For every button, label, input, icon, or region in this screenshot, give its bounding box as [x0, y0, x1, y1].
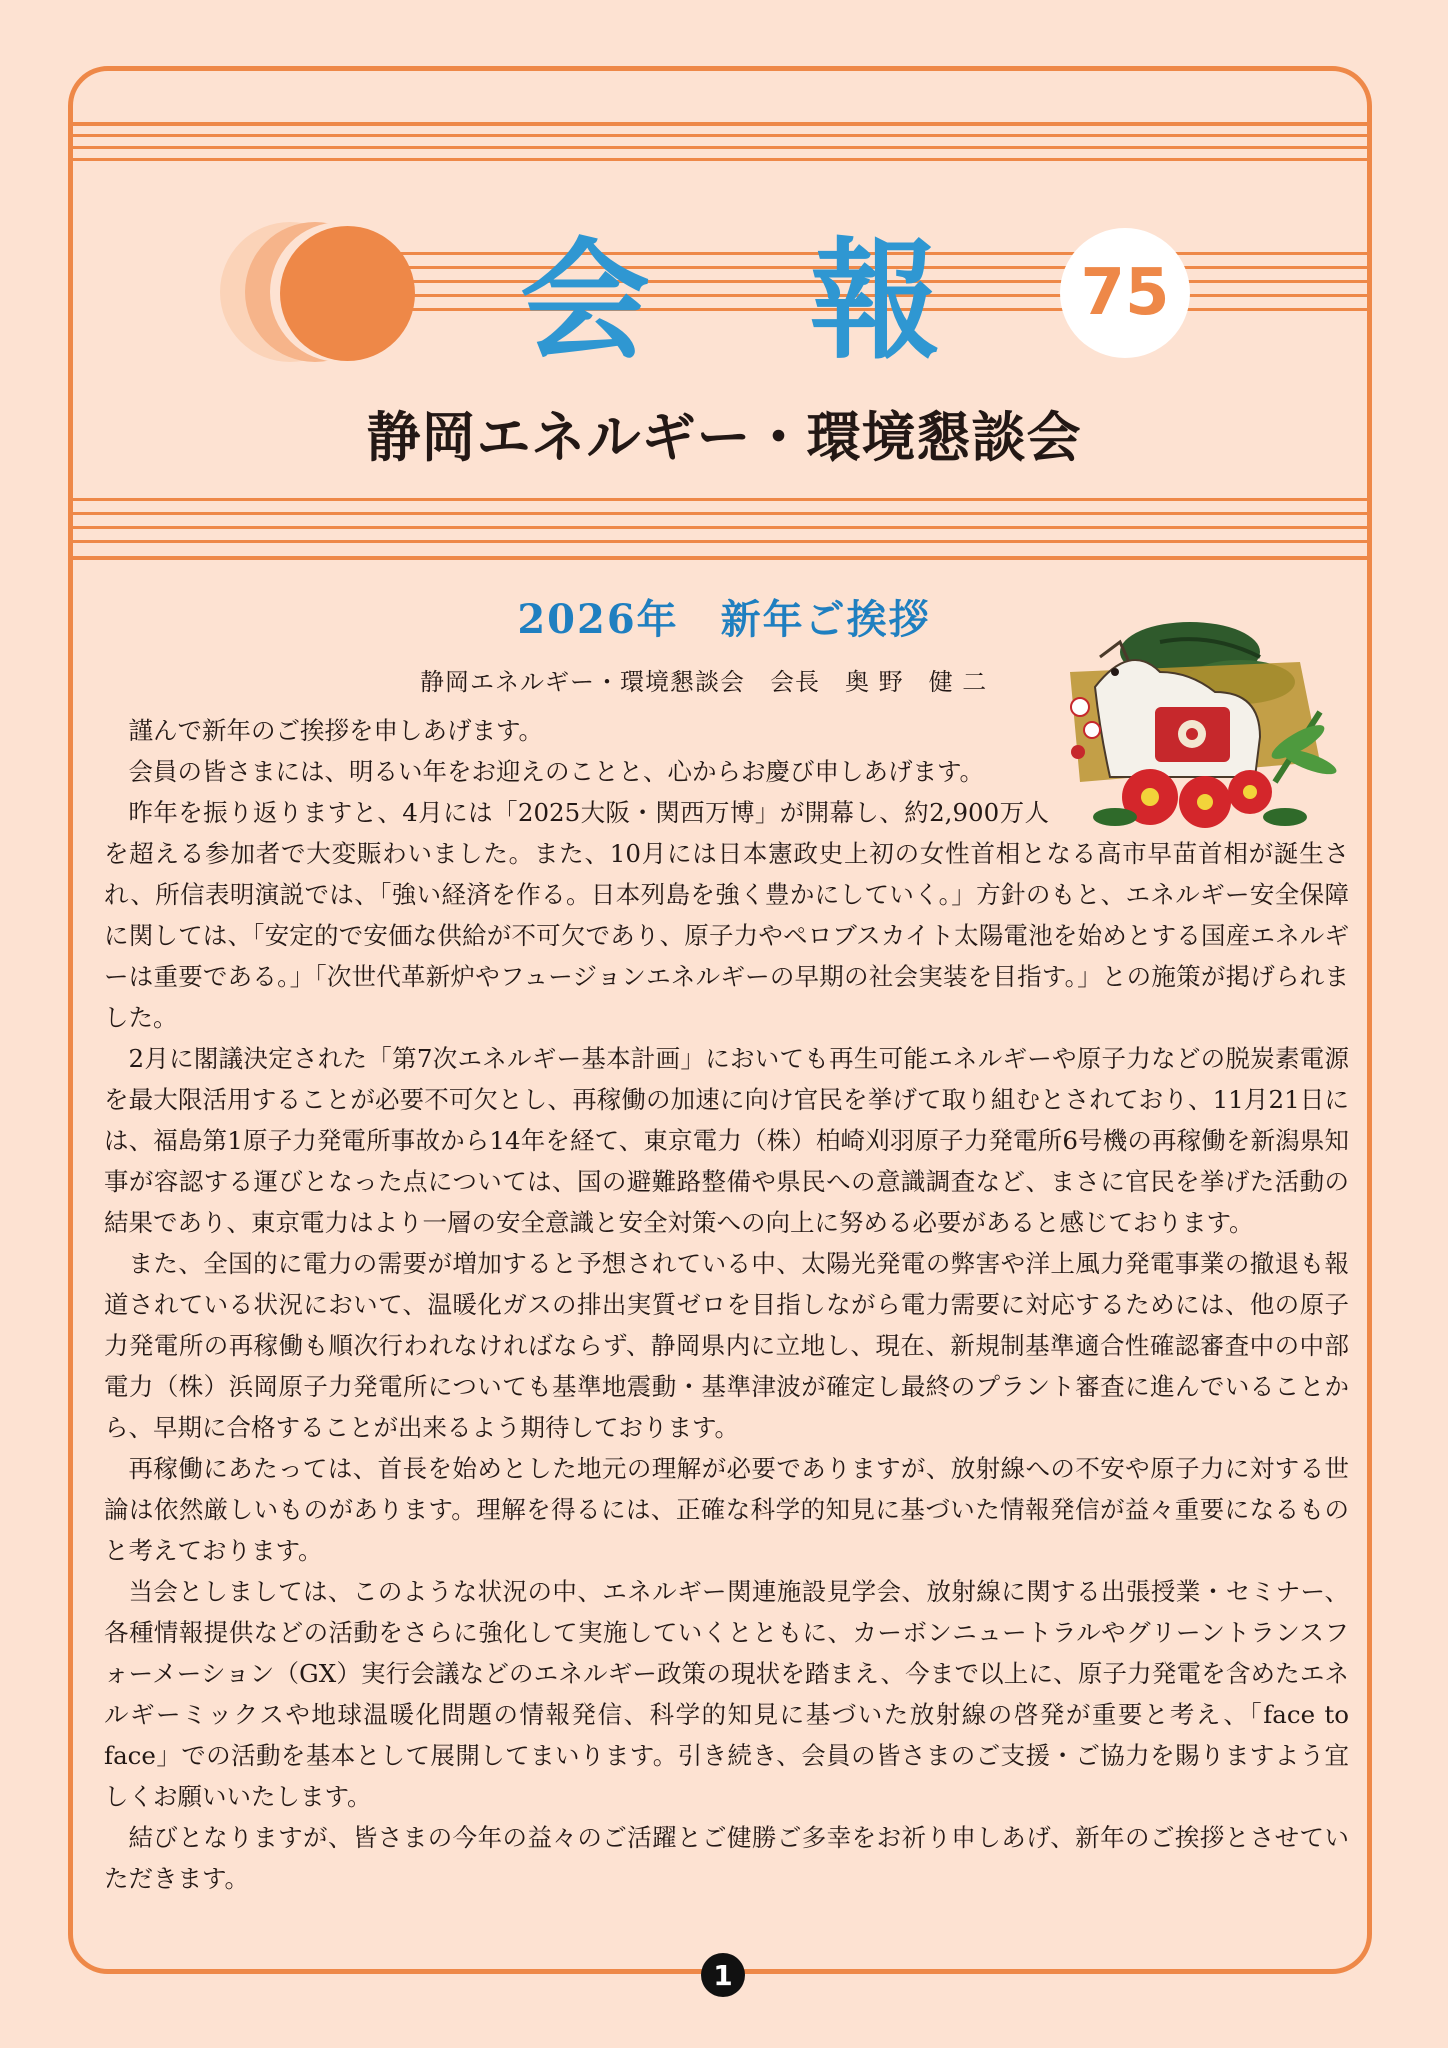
article-paragraph: また、全国的に電力の需要が増加すると予想されている中、太陽光発電の弊害や洋上風力発電事業の撤退も報道されている状況において、温暖化ガスの排出実質ゼロを目指しながら電力需要に対応するためには、他の原子力発電所の再稼働も順次行われなければならず、静岡県内に立地し、現在、新規制基準適合性確認審査中の中部電力（株）浜岡原子力発電所についても基準地震動・基準津波が確定し最終のプラント審査に進んでいることから、早期に合格することが出来るよう期待しております。 — [104, 1249, 1349, 1442]
header-rule — [73, 498, 1367, 501]
page-number: 1 — [701, 1953, 745, 1997]
header-rule — [73, 122, 1367, 126]
masthead-title-char: 報 — [809, 224, 940, 377]
header-rule — [73, 158, 1367, 161]
article-paragraph: 再稼働にあたっては、首長を始めとした地元の理解が必要でありますが、放射線への不安や原子力に対する世論は依然厳しいものがあります。理解を得るには、正確な科学的知見に基づいた情報発信が益々重要になるものと考えております。 — [104, 1454, 1349, 1565]
article-paragraph: 謹んで新年のご挨拶を申しあげます。 — [128, 716, 544, 745]
article-byline: 静岡エネルギー・環境懇談会 会長 奥 野 健 二 — [420, 668, 988, 696]
article-paragraph: 2月に閣議決定された「第7次エネルギー基本計画」においても再生可能エネルギーや原子力などの脱炭素電源を最大限活用することが必要不可欠とし、再稼働の加速に向け官民を挙げて取り組むとされており、11月21日には、福島第1原子力発電所事故から14年を経て、東京電力（株）柏崎刈羽原子力発電所6号機の再稼働を新潟県知事が容認する運びとなった点については、国の避難路整備や県民への意識調査など、まさに官民を挙げた活動の結果であり、東京電力はより一層の安全意識と安全対策への向上に努める必要があると感じております。 — [104, 1044, 1349, 1237]
header-rule — [73, 134, 1367, 137]
masthead-title-char: 会 — [520, 224, 651, 377]
masthead-title — [520, 210, 940, 377]
header-rule — [73, 540, 1367, 543]
article-title: 2026年 新年ご挨拶 — [517, 596, 931, 643]
issue-number-badge: 75 — [1060, 228, 1190, 358]
header-rule — [73, 556, 1367, 560]
article-body — [104, 710, 1349, 1899]
article-paragraph: 結びとなりますが、皆さまの今年の益々のご活躍とご健勝ご多幸をお祈り申しあげ、新年のご挨拶とさせていただきます。 — [104, 1823, 1349, 1893]
article-paragraph: 会員の皆さまには、明るい年をお迎えのことと、心からお慶び申しあげます。 — [128, 757, 985, 786]
header-rule — [73, 526, 1367, 529]
organization-name: 静岡エネルギー・環境懇談会 — [366, 406, 1082, 469]
header-rule — [73, 146, 1367, 149]
article-paragraph: 昨年を振り返りますと、4月には「2025大阪・関西万博」が開幕し、約2,900万人を超える参加者で大変賑わいました。また、10月には日本憲政史上初の女性首相となる高市早苗首相が誕生され、所信表明演説では、「強い経済を作る。日本列島を強く豊かにしていく。」方針のもと、エネルギー安全保障に関しては、「安定的で安価な供給が不可欠であり、原子力やペロブスカイト太陽電池を始めとする国産エネルギーは重要である。」「次世代革新炉やフュージョンエネルギーの早期の社会実装を目指す。」との施策が掲げられました。 — [104, 798, 1349, 1032]
header-rule — [73, 512, 1367, 515]
illustration-spacer — [1049, 710, 1349, 828]
article-paragraph: 当会としましては、このような状況の中、エネルギー関連施設見学会、放射線に関する出張授業・セミナー、各種情報提供などの活動をさらに強化して実施していくとともに、カーボンニュートラルやグリーントランスフォーメーション（GX）実行会議などのエネルギー政策の現状を踏まえ、今まで以上に、原子力発電を含めたエネルギーミックスや地球温暖化問題の情報発信、科学的知見に基づいた放射線の啓発が重要と考え、「face to face」での活動を基本として展開してまいります。引き続き、会員の皆さまのご支援・ご協力を賜りますよう宜しくお願いいたします。 — [104, 1577, 1349, 1811]
sun-icon — [280, 226, 415, 361]
